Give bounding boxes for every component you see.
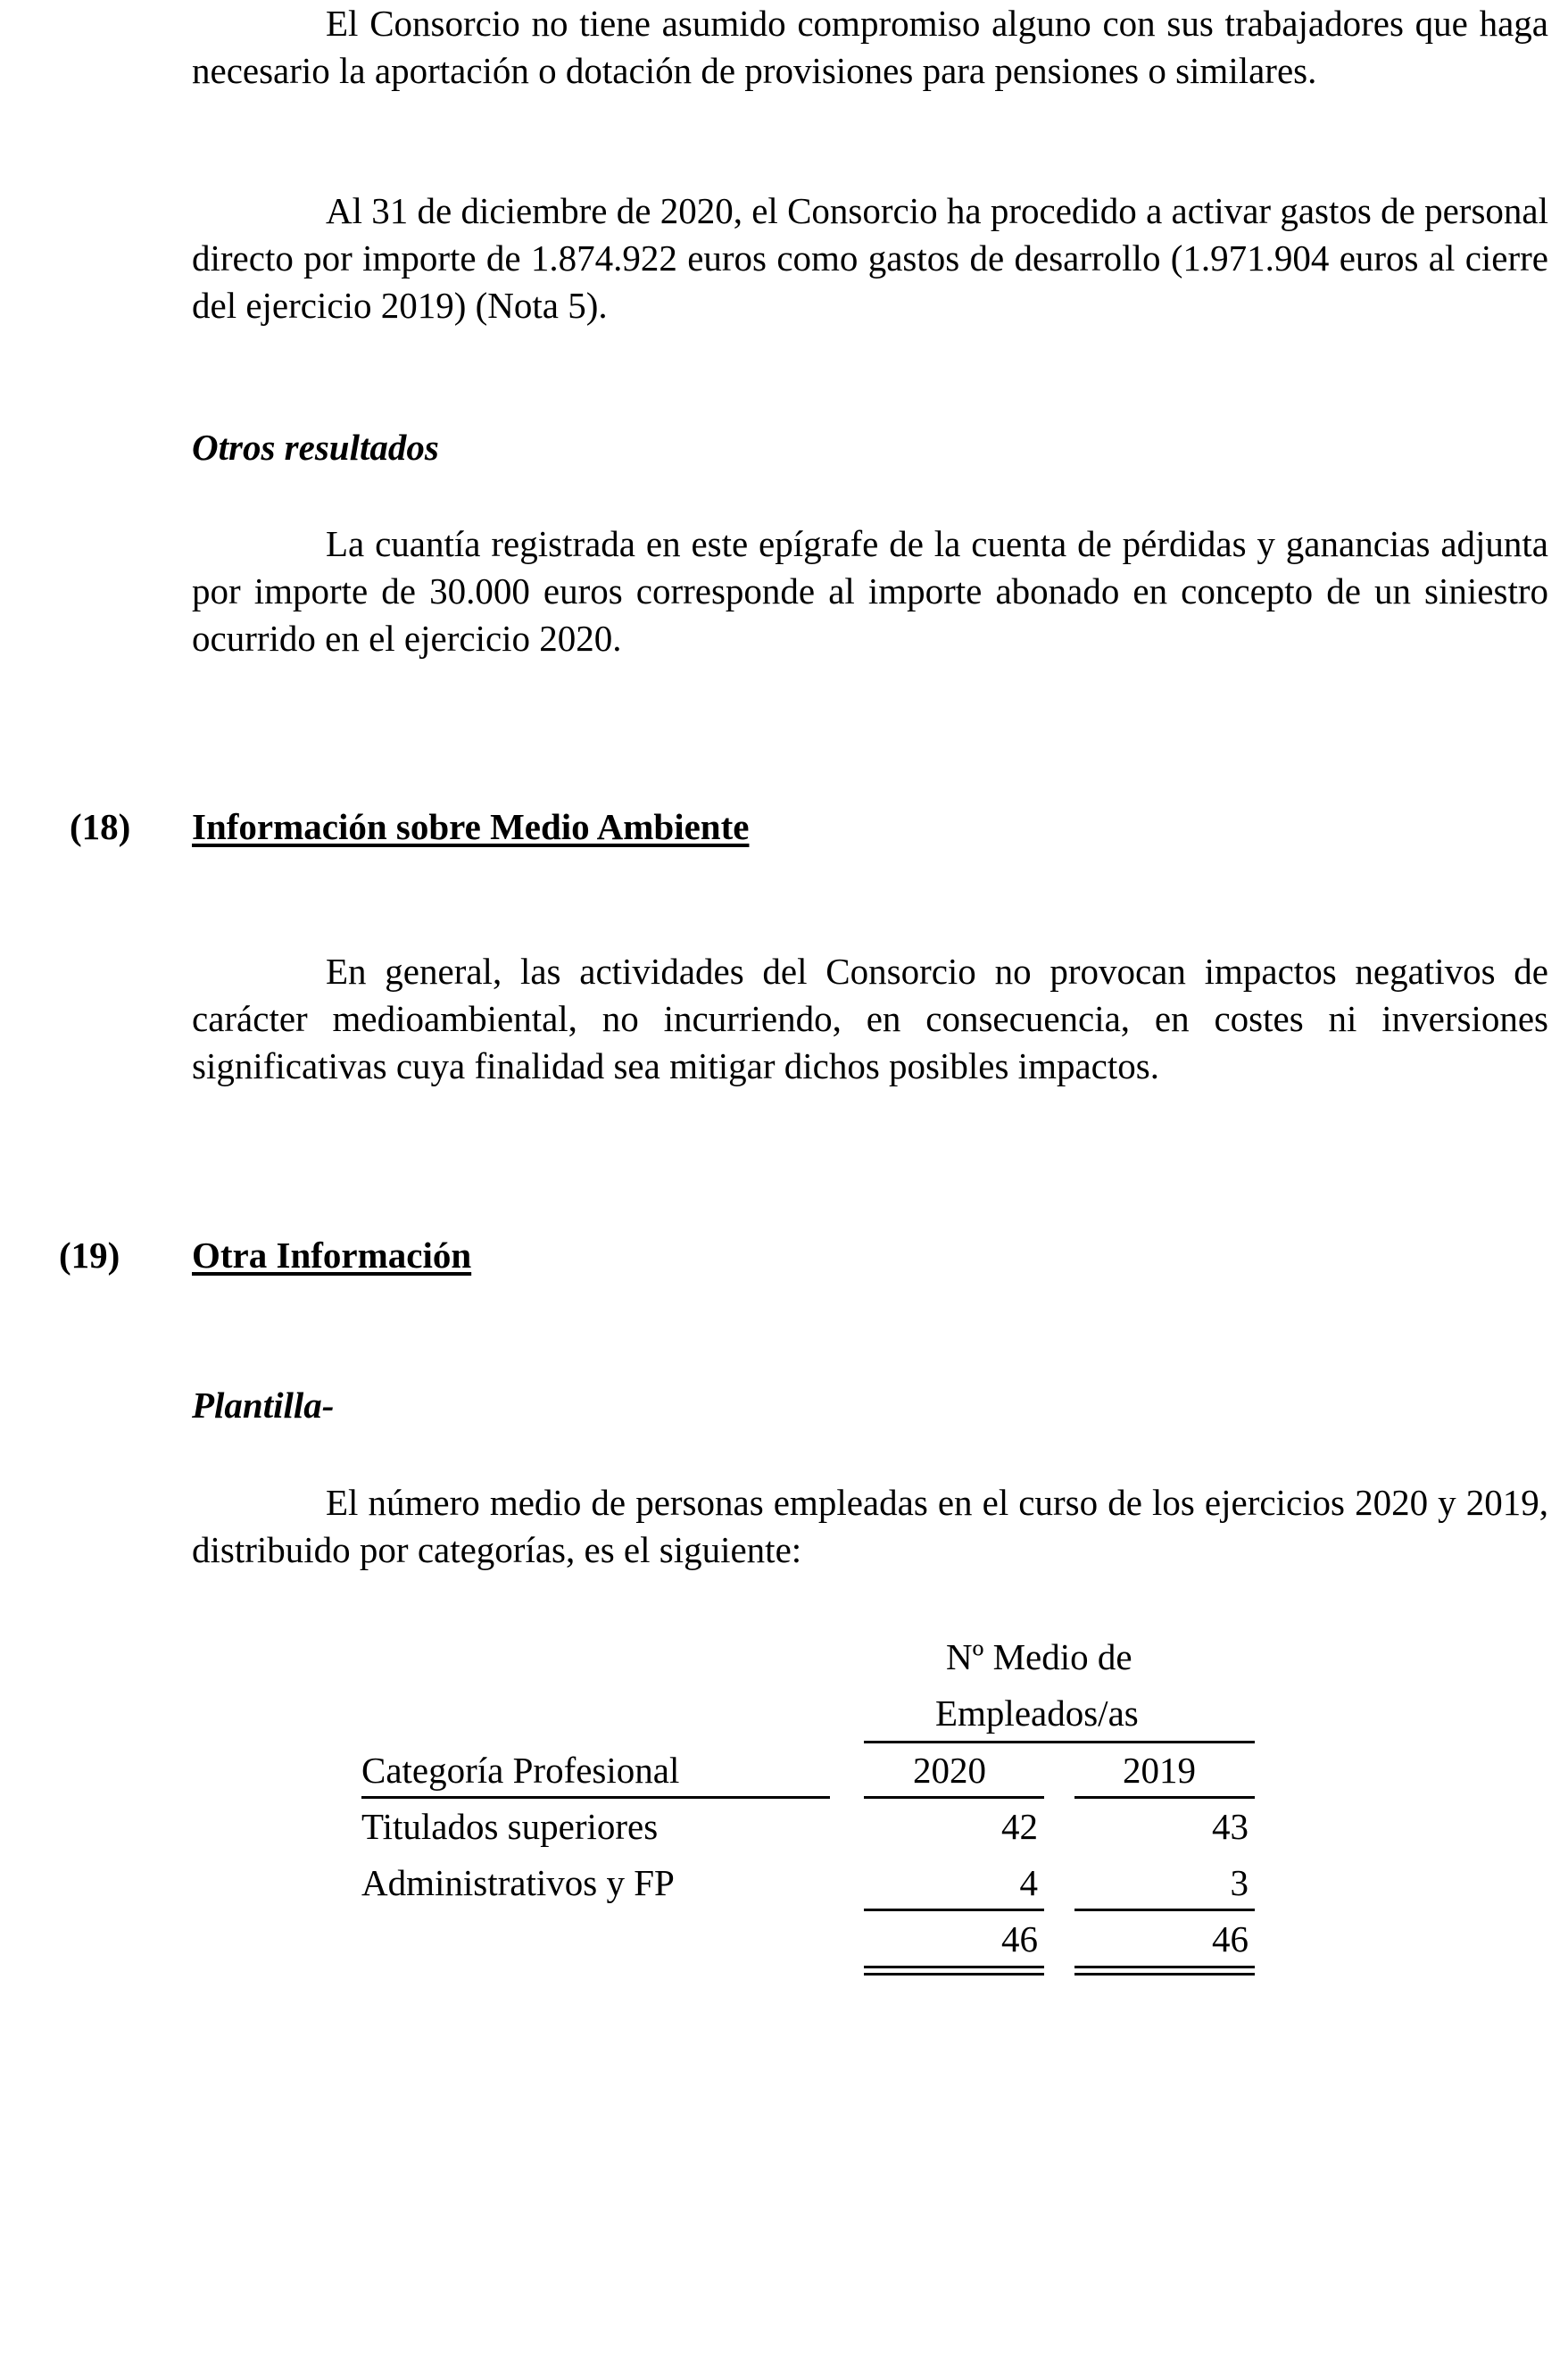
subtotal-rule-2020 [864,1909,1044,1911]
table-row-label: Titulados superiores [361,1806,659,1847]
total-double-rule-2019-bottom [1074,1973,1255,1976]
table-cell-2019: 3 [1230,1862,1249,1903]
subheading-plantilla: Plantilla- [192,1385,335,1426]
total-double-rule-2019-top [1074,1966,1255,1968]
col-2020-header-rule [864,1796,1044,1799]
header-group-rule [864,1741,1255,1743]
paragraph-medio-ambiente: En general, las actividades del Consorcio no provocan impactos negativos de carácter medioambiental, no incurriendo, en consecuencia, en costes ni inversiones significativas cuya finalidad sea mitigar dichos posibles impactos. [192,951,1548,1086]
subheading-otros-resultados: Otros resultados [192,427,439,468]
subtotal-rule-2019 [1074,1909,1255,1911]
table-header-line1: Nº Medio de [946,1636,1132,1677]
paragraph-plantilla: El número medio de personas empleadas en el curso de los ejercicios 2020 y 2019, distribuido por categorías, es el siguiente: [192,1482,1548,1570]
section-title-otra-informacion: Otra Información [192,1235,472,1276]
table-cell-2020: 42 [1001,1806,1038,1847]
total-double-rule-2020-top [864,1966,1044,1968]
paragraph-otros-resultados: La cuantía registrada en este epígrafe de la cuenta de pérdidas y ganancias adjunta por importe de 30.000 euros corresponde al importe abonado en concepto de un siniestro ocurrido en el ejercicio 2020. [192,523,1548,659]
table-row-label: Administrativos y FP [361,1862,675,1903]
table-total-2020: 46 [1001,1918,1038,1959]
paragraph-gastos-personal: Al 31 de diciembre de 2020, el Consorcio ha procedido a activar gastos de personal directo por importe de 1.874.922 euros como gastos de desarrollo (1.971.904 euros al cierre del ejercicio 2019) (Nota 5). [192,190,1548,326]
table-cell-2019: 43 [1212,1806,1249,1847]
column-header-2020: 2020 [913,1750,986,1791]
table-header-line2: Empleados/as [935,1693,1139,1734]
table-total-2019: 46 [1212,1918,1249,1959]
section-number-18: (18) [70,806,131,847]
category-header-rule [361,1796,830,1799]
section-title-medio-ambiente: Información sobre Medio Ambiente [192,806,750,847]
table-cell-2020: 4 [1019,1862,1038,1903]
column-header-2019: 2019 [1123,1750,1196,1791]
paragraph-pensiones: El Consorcio no tiene asumido compromiso alguno con sus trabajadores que haga necesario la aportación o dotación de provisiones para pensiones o similares. [192,3,1548,91]
section-number-19: (19) [59,1235,120,1276]
column-header-category: Categoría Profesional [361,1750,680,1791]
total-double-rule-2020-bottom [864,1973,1044,1976]
col-2019-header-rule [1074,1796,1255,1799]
